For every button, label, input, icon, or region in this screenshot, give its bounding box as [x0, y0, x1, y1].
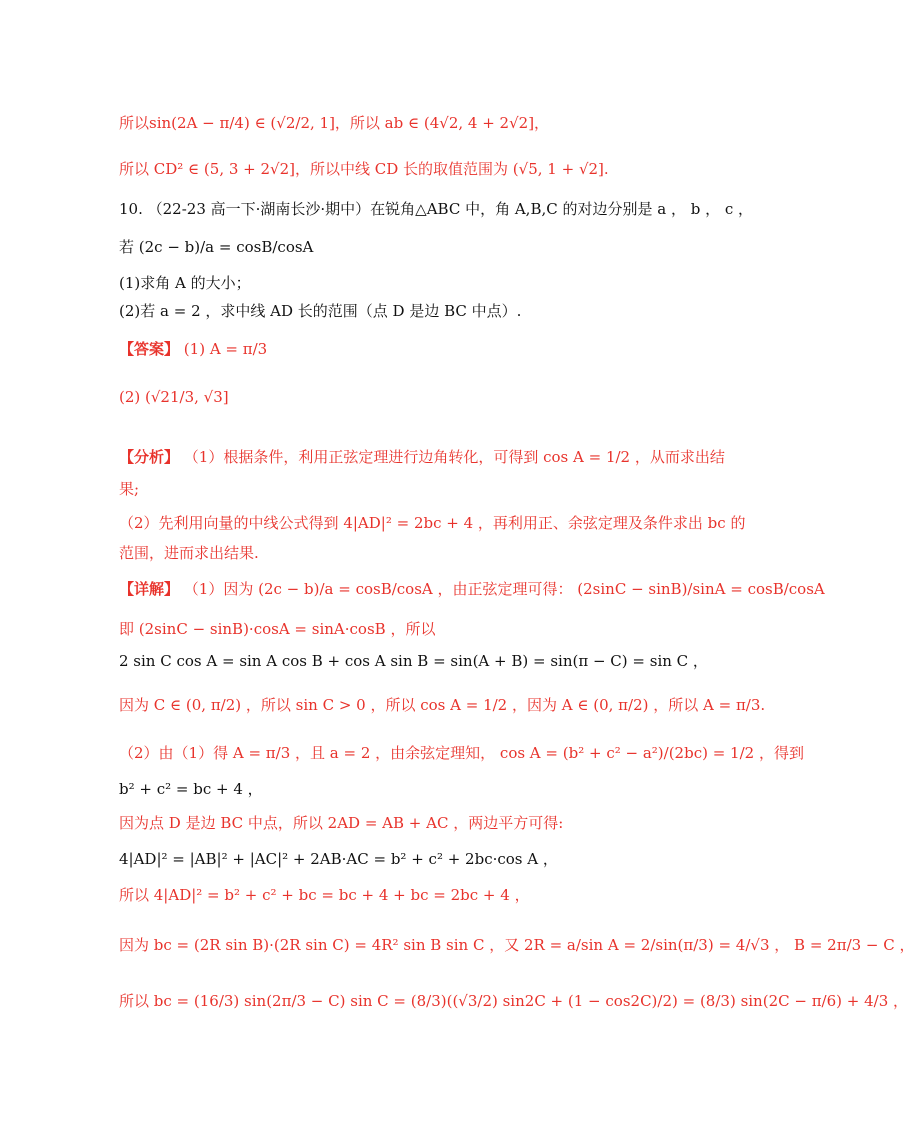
text-line-2	[119, 158, 760, 180]
line-1-text: 所以sin(2A − π/4) ∈ (√2/2, 1]，所以 ab ∈ (4√2, 4 + 2√2]，	[119, 114, 550, 132]
analysis-line-2	[119, 478, 760, 500]
question-10-header	[119, 198, 760, 220]
line-2-text: 所以 CD² ∈ (5, 3 + 2√2]，所以中线 CD 长的取值范围为 (√5, 1 + √2].	[119, 160, 609, 178]
line-5-text: (1)求角 A 的大小；	[119, 274, 251, 292]
line-14-text: 即 (2sinC − sinB)·cosA = sinA·cosB ，所以	[119, 620, 436, 638]
detail-line-1	[119, 578, 825, 600]
analysis-line-3	[119, 512, 760, 534]
detail-line-5	[119, 742, 804, 764]
line-21-text: 所以 4|AD|² = b² + c² + bc = bc + 4 + bc = 2bc + 4 ，	[119, 886, 530, 904]
question-10-condition	[119, 236, 760, 258]
detail-line-9	[119, 884, 760, 906]
answer-label: 【答案】	[119, 340, 180, 358]
analysis-line-1	[119, 446, 760, 468]
question-10-part-1	[119, 272, 760, 294]
line-18-text: b² + c² = bc + 4 ，	[119, 780, 263, 798]
line-19-text: 因为点 D 是边 BC 中点，所以 2AD = AB + AC ，两边平方可得:	[119, 814, 564, 832]
analysis-line-4	[119, 542, 760, 564]
answer-line-1	[119, 338, 760, 360]
line-10-text: 果;	[119, 480, 140, 498]
line-8-text: (2) (√21/3, √3]	[119, 388, 229, 406]
line-23-text: 所以 bc = (16/3) sin(2π/3 − C) sin C = (8/3)((√3/2) sin2C + (1 − cos2C)/2) = (8/3) sin(2C − π/6) + 4/3 ，	[119, 992, 909, 1010]
answer-line-2	[119, 386, 760, 408]
line-4-text: 若 (2c − b)/a = cosB/cosA	[119, 238, 314, 256]
line-15-text: 2 sin C cos A = sin A cos B + cos A sin B = sin(A + B) = sin(π − C) = sin C ，	[119, 652, 708, 670]
line-12-text: 范围，进而求出结果.	[119, 544, 259, 562]
text-line-1	[119, 112, 760, 134]
line-13-text: （1）因为 (2c − b)/a = cosB/cosA ，由正弦定理可得： (2sinC − sinB)/sinA = cosB/cosA	[183, 580, 825, 598]
detail-line-11	[119, 990, 909, 1012]
detail-line-4	[119, 694, 766, 716]
question-10-part-2	[119, 300, 760, 322]
line-20-text: 4|AD|² = |AB|² + |AC|² + 2AB·AC = b² + c² + 2bc·cos A ，	[119, 850, 558, 868]
detail-line-2	[119, 618, 760, 640]
detail-line-3	[119, 650, 760, 672]
detail-line-6	[119, 778, 760, 800]
line-7-text: (1) A = π/3	[183, 340, 268, 358]
detail-line-8	[119, 848, 760, 870]
line-3-text: 10. （22-23 高一下·湖南长沙·期中）在锐角△ABC 中，角 A,B,C 的对边分别是 a ， b ， c ，	[119, 200, 754, 218]
detail-line-7	[119, 812, 760, 834]
line-17-text: （2）由（1）得 A = π/3 ，且 a = 2 ，由余弦定理知， cos A = (b² + c² − a²)/(2bc) = 1/2 ，得到	[119, 744, 804, 762]
detail-label: 【详解】	[119, 580, 180, 598]
detail-line-10	[119, 934, 915, 956]
line-16-text: 因为 C ∈ (0, π/2) ，所以 sin C > 0 ，所以 cos A = 1/2 ，因为 A ∈ (0, π/2) ，所以 A = π/3.	[119, 696, 766, 714]
line-6-text: (2)若 a = 2 ，求中线 AD 长的范围（点 D 是边 BC 中点）.	[119, 302, 522, 320]
line-9-text: （1）根据条件，利用正弦定理进行边角转化，可得到 cos A = 1/2 ，从而求出结	[183, 448, 725, 466]
line-22-text: 因为 bc = (2R sin B)·(2R sin C) = 4R² sin B sin C ，又 2R = a/sin A = 2/sin(π/3) = 4/√3 ， B = 2π/3 − C ，	[119, 936, 915, 954]
analysis-label: 【分析】	[119, 448, 180, 466]
line-11-text: （2）先利用向量的中线公式得到 4|AD|² = 2bc + 4 ，再利用正、余弦定理及条件求出 bc 的	[119, 514, 746, 532]
